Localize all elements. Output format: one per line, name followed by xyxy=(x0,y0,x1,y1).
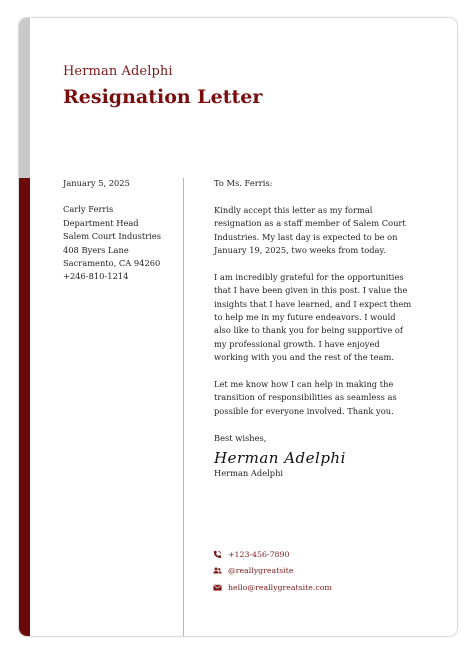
paragraph-1: Kindly accept this letter as my formal resignation as a staff member of Salem Court Industries. My last day is expected to be on January 19, 2025, two weeks from today. xyxy=(214,204,406,256)
letter-body xyxy=(214,177,414,480)
salutation: To Ms. Ferris: xyxy=(214,178,273,188)
document-title: Resignation Letter xyxy=(63,86,263,108)
contact-phone xyxy=(213,546,332,563)
letter-page xyxy=(18,17,458,637)
signed-name: Herman Adelphi xyxy=(214,468,284,479)
envelope-icon xyxy=(213,583,222,592)
recipient-title: Department Head xyxy=(63,217,139,228)
contact-email xyxy=(213,579,332,596)
column-divider xyxy=(183,178,184,636)
recipient-city: Sacramento, CA 94260 xyxy=(63,258,161,269)
contact-social xyxy=(213,563,332,580)
paragraph-2: I am incredibly grateful for the opportunities that I have been given in this post. I value the insights that I have learned, and I expect them to help me in my future endeavors. I would also like to thank you for being supportive of my professional growth. I have enjoyed working with you and the rest of the team. xyxy=(214,271,412,363)
contact-block xyxy=(213,546,332,596)
accent-bar-light xyxy=(19,18,30,178)
recipient-phone: +246-810-1214 xyxy=(63,271,129,282)
letter-date: January 5, 2025 xyxy=(63,178,130,188)
recipient-name: Carly Ferris xyxy=(63,204,114,215)
sender-name: Herman Adelphi xyxy=(63,64,173,79)
users-icon xyxy=(213,566,222,575)
recipient-street: 408 Byers Lane xyxy=(63,244,129,255)
contact-social-text: @reallygreatsite xyxy=(228,566,294,576)
handwritten-signature: Herman Adelphi xyxy=(214,449,346,468)
recipient-company: Salem Court Industries xyxy=(63,231,161,242)
paragraph-3: Let me know how I can help in making the transition of responsibilities as seamless as possible for everyone involved. Thank you. xyxy=(214,379,397,416)
contact-email-text: hello@reallygreatsite.com xyxy=(228,582,332,592)
accent-bar-dark xyxy=(19,178,30,636)
recipient-column xyxy=(63,177,178,284)
closing: Best wishes, xyxy=(214,432,267,443)
contact-phone-text: +123-456-7890 xyxy=(228,549,290,559)
phone-icon xyxy=(213,550,222,559)
